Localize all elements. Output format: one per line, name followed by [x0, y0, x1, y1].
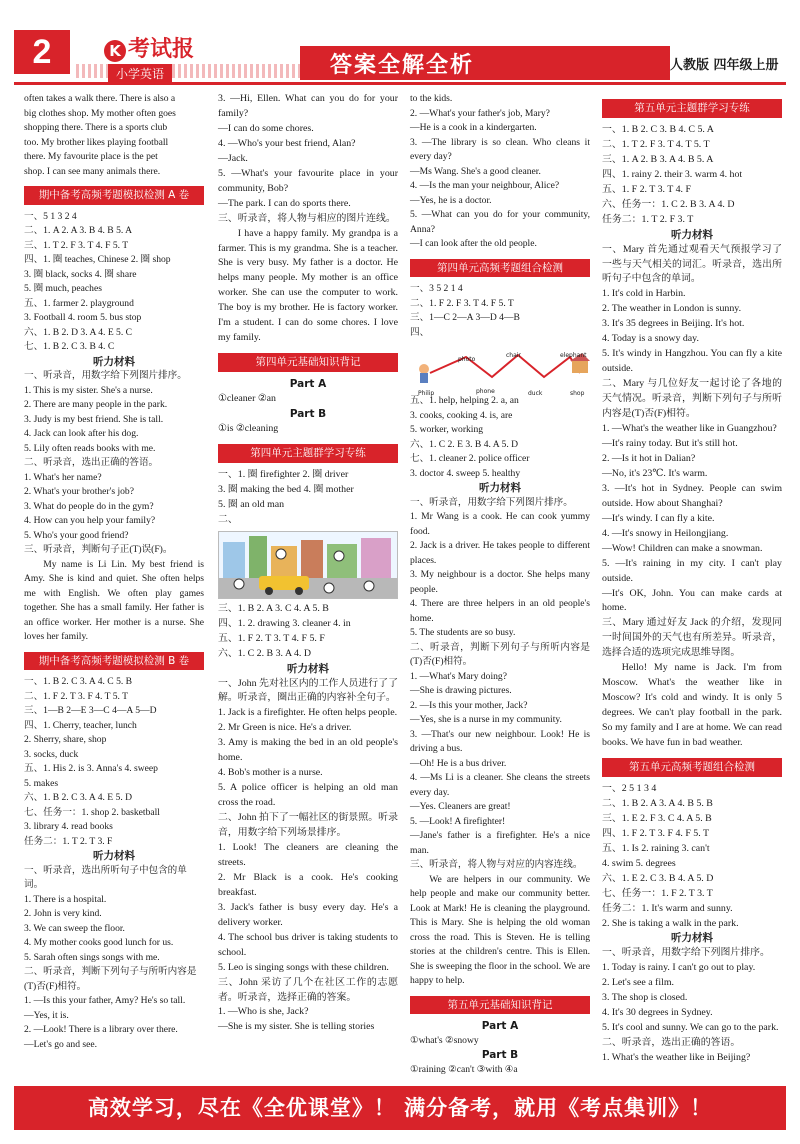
answer-line: 四、1. Cherry, teacher, lunch: [24, 719, 137, 731]
listening-line: 5. Lily often reads books with me.: [24, 442, 156, 454]
passage-line: too. My brother likes playing football: [24, 136, 169, 148]
answer-line: 一、3 5 2 1 4: [410, 283, 463, 294]
listening-line: 3. —That's our new neighbour. Look! He is driving a bus.: [410, 728, 593, 754]
listening-line: 2. The weather in London is sunny.: [602, 303, 742, 315]
answer-line: 三、1. E 2. F 3. C 4. A 5. B: [602, 812, 712, 824]
listening-line: 5. It's windy in Hangzhou. You can fly a kite outside.: [602, 348, 785, 375]
listening-line: 1. What's her name?: [24, 471, 102, 483]
listening-line: 4. It's 30 degrees in Sydney.: [602, 1007, 713, 1019]
listening-line: 1. Look! The cleaners are cleaning the streets.: [218, 841, 401, 868]
answer-line: 四、1. 圈 teaches, Chinese 2. 圈 shop: [24, 254, 171, 265]
answer-line: 七、任务一：1. shop 2. basketball: [24, 806, 160, 818]
listening-line: —She is drawing pictures.: [410, 685, 512, 696]
listening-line: 二、听录音，判断下列句子与所听内容是(T)否(F)相符。: [24, 966, 197, 992]
answer-line: 七、任务一：1. F 2. T 3. T: [602, 887, 713, 899]
listening-line: 4. —It's snowy in Heilongjiang.: [602, 527, 729, 539]
dialog-line: 三、听录音，将人物与相应的图片连线。: [218, 212, 396, 224]
path-label: phone: [476, 388, 495, 395]
dialog-line: 3. —Hi, Ellen. What can you do for your family?: [218, 93, 401, 119]
listening-line: 2. Jack is a driver. He takes people to different places.: [410, 540, 593, 566]
answer-line: 三、1—C 2—A 3—D 4—B: [410, 312, 520, 323]
dialog-line: —The park. I can do sports there.: [218, 197, 351, 209]
answer-line: 3. 圈 black, socks 4. 圈 share: [24, 268, 137, 280]
path-label: shop: [570, 390, 585, 397]
listening-line: 4. How can you help your family?: [24, 515, 156, 526]
dialog-line: 5. —What can you do for your community, Anna?: [410, 209, 592, 235]
listening-line: 2. What's your brother's job?: [24, 486, 134, 497]
path-label: chair: [506, 352, 521, 359]
listening-line: 4. —Ms Li is a cleaner. She cleans the streets every day.: [410, 772, 593, 798]
column-3: [410, 92, 593, 1077]
answer-line: 六、1. E 2. C 3. B 4. A 5. D: [602, 872, 714, 884]
listening-line: —Yes. Cleaners are great!: [410, 801, 511, 812]
answer-line: 4. swim 5. degrees: [602, 857, 676, 869]
listening-line: —Wow! Children can make a snowman.: [602, 542, 763, 554]
listening-line: —Oh! He is a bus driver.: [410, 757, 507, 769]
answer-line: 5. 圈 much, peaches: [24, 283, 102, 294]
dialog-line: —Jack.: [218, 152, 248, 164]
listening-line: 一、听录音，用数字给下列图片排序。: [602, 947, 770, 959]
header-divider: [14, 82, 786, 85]
section-heading: 第五单元基础知识背记: [410, 996, 590, 1015]
subheading: 听力材料: [671, 228, 713, 241]
answer-line: 任务二：1. T 2. F 3. T: [602, 213, 694, 225]
answer-line: 六、1. C 2. B 3. A 4. D: [218, 647, 312, 659]
dialog-line: —I can look after the old people.: [410, 238, 537, 249]
answer-line: 2. She is taking a walk in the park.: [602, 917, 739, 929]
answer-line: 一、1. 圈 firefighter 2. 圈 driver: [218, 468, 349, 480]
logo-text: 考试报: [128, 37, 195, 62]
listening-line: 4. Jack can look after his dog.: [24, 428, 139, 439]
listening-line: 5. Sarah often sings songs with me.: [24, 951, 160, 963]
dialog-line: 2. —Look! There is a library over there.: [24, 1024, 178, 1035]
subheading: Part B: [481, 1049, 519, 1061]
section-heading: 第四单元主题群学习专练: [218, 444, 398, 463]
answer-line: ①cleaner ②an: [218, 393, 276, 405]
listening-line: 一、听录音，用数字给下列图片排序。: [410, 496, 573, 508]
listening-line: —It's OK, John. You can make cards at home.: [602, 587, 785, 614]
answer-line: 七、1. cleaner 2. police officer: [410, 453, 530, 464]
subheading: Part B: [289, 408, 327, 421]
answer-line: ①is ②cleaning: [218, 423, 279, 435]
column-1: [24, 92, 204, 1052]
answer-line: 五、1. farmer 2. playground: [24, 297, 134, 309]
listening-line: 1. It's cold in Harbin.: [602, 288, 686, 300]
listening-line: 3. The shop is closed.: [602, 992, 688, 1004]
listening-line: 一、听录音，选出所听句子中包含的单词。: [24, 864, 187, 890]
path-label: photo: [458, 356, 476, 363]
answer-line: 3. Football 4. room 5. bus stop: [24, 312, 142, 323]
listening-line: 3. It's 35 degrees in Beijing. It's hot.: [602, 318, 745, 330]
page-title: 答案全解全析: [330, 53, 475, 78]
dialog-line: —Let's go and see.: [24, 1038, 98, 1050]
listening-line: 4. Today is a snowy day.: [602, 333, 699, 345]
answer-line: 四、1. rainy 2. their 3. warm 4. hot: [602, 168, 743, 180]
page-header: [0, 0, 800, 86]
listening-line: 3. We can sweep the floor.: [24, 922, 125, 934]
listening-line: —No, it's 23℃. It's warm.: [602, 467, 708, 479]
passage-text: My name is Li Lin. My best friend is Amy. She is kind and quiet. She often helps me with English. We often play games together. She has a small family. Her father is an office worker. Her mother is a nurse. She loves her family.: [24, 558, 204, 642]
subheading: Part A: [481, 1020, 519, 1032]
listening-line: 一、听录音，用数字给下列图片排序。: [24, 370, 187, 381]
answer-line: 六、1. B 2. D 3. A 4. E 5. C: [24, 326, 133, 338]
column-4: [602, 92, 785, 1066]
answer-line: 5. 圈 an old man: [218, 498, 285, 510]
answer-line: 3. cooks, cooking 4. is, are: [410, 409, 513, 421]
dialog-line: —I can do some chores.: [218, 122, 314, 134]
answer-line: 五、1. F 2. T 3. T 4. F: [602, 183, 691, 195]
listening-line: 二、Mary 与几位好友一起讨论了各地的天气情况。听录音，判断下列句子与所听内容是(T)否(F)相符。: [602, 378, 782, 420]
footer-banner: 高效学习，尽在《全优课堂》！ 满分备考，就用《考点集训》！: [14, 1086, 786, 1130]
answer-line: 五、1. His 2. is 3. Anna's 4. sweep: [24, 763, 158, 774]
answer-line: 六、任务一：1. C 2. B 3. A 4. D: [602, 198, 735, 210]
listening-line: 一、Mary 首先通过观看天气预报学习了一些与天气相关的词汇。听录音，选出所听句子中包含的单词。: [602, 243, 782, 285]
answer-line: ①raining ②can't ③with ④a: [410, 1063, 518, 1075]
listening-line: 5. —It's raining in my city. I can't play outside.: [602, 557, 785, 584]
listening-line: 1. —Who is she, Jack?: [218, 1006, 309, 1018]
passage-line: shopping there. There is a sports club: [24, 122, 168, 133]
street-scene-image: [219, 532, 397, 598]
section-heading: 第五单元高频考题组合检测: [602, 758, 782, 777]
answer-line: 五、1. help, helping 2. a, an: [410, 395, 519, 406]
dialog-line: to the kids.: [410, 93, 453, 104]
path-label: duck: [528, 390, 543, 397]
listening-line: 1. Jack is a firefighter. He often helps people.: [218, 707, 398, 719]
listening-line: 3. What do people do in the gym?: [24, 500, 154, 512]
listening-line: 二、听录音，选出正确的答语。: [602, 1037, 741, 1049]
answer-line: 任务二：1. It's warm and sunny.: [602, 902, 733, 914]
listening-line: 4. Bob's mother is a nurse.: [218, 767, 323, 779]
street-scene-illustration: [218, 531, 398, 599]
listening-line: 3. Amy is making the bed in an old people's home.: [218, 737, 401, 764]
listening-line: —Yes, she is a nurse in my community.: [410, 714, 562, 725]
answer-line: 六、1. B 2. C 3. A 4. E 5. D: [24, 792, 133, 803]
listening-line: 1. Today is rainy. I can't go out to play.: [602, 962, 756, 974]
subheading: 听力材料: [287, 662, 329, 675]
listening-line: 2. There are many people in the park.: [24, 399, 168, 410]
path-label: Philip: [418, 390, 435, 397]
listening-line: 三、听录音，将人物与对应的内容连线。: [410, 859, 583, 870]
answer-line: 二、1. T 2. F 3. T 4. T 5. T: [602, 138, 710, 150]
listening-line: —Jane's father is a firefighter. He's a nice man.: [410, 830, 593, 856]
answer-line: 3. socks, duck: [24, 748, 79, 760]
listening-line: 2. Let's see a film.: [602, 977, 674, 989]
passage-text: We are helpers in our community. We help people and make our community better. Look at Mark! He is cleaning the playground. This is Mary. She is helping the old woman cross the road. This is Steven. He is telling stories at the children's centre. This is Ellen. She is sweeping the floor in the school. We are happy to help.: [410, 873, 590, 986]
listening-line: 一、John 先对社区内的工作人员进行了了解。听录音，圈出正确的内容补全句子。: [218, 677, 398, 704]
listening-line: 3. Judy is my best friend. She is tall.: [24, 413, 164, 425]
dialog-line: —Yes, it is.: [24, 1009, 69, 1021]
section-heading: 第五单元主题群学习专练: [602, 99, 782, 118]
listening-line: 2. John is very kind.: [24, 908, 102, 919]
listening-line: 2. —Is it hot in Dalian?: [602, 452, 696, 464]
answer-line: 二、: [218, 513, 238, 525]
subheading: Part A: [289, 378, 327, 391]
dialog-line: 1. —Is this your father, Amy? He's so tall.: [24, 995, 186, 1006]
listening-line: 1. This is my sister. She's a nurse.: [24, 384, 153, 396]
answer-line: 三、1. B 2. A 3. C 4. A 5. B: [218, 602, 329, 614]
answer-line: 七、1. B 2. C 3. B 4. C: [24, 341, 115, 352]
answer-line: 3. 圈 making the bed 4. 圈 mother: [218, 483, 354, 495]
listening-line: 二、John 拍下了一幅社区的街景照。听录音，用数字给下列场景排序。: [218, 812, 398, 839]
answer-line: 二、1. F 2. T 3. F 4. T 5. T: [24, 690, 128, 702]
subheading: 听力材料: [479, 482, 521, 494]
edition-label: 人教版 四年级上册: [670, 58, 779, 73]
subheading: 听力材料: [93, 850, 135, 862]
answer-line: 一、5 1 3 2 4: [24, 210, 77, 222]
listening-line: —She is my sister. She is telling stories: [218, 1021, 375, 1033]
section-heading: 第四单元基础知识背记: [218, 353, 398, 372]
dialog-line: —He is a cook in a kindergarten.: [410, 122, 537, 133]
answer-line: 二、1. F 2. F 3. T 4. F 5. T: [410, 297, 514, 309]
listening-line: 三、Mary 通过好友 Jack 的介绍，发现同一时间国外的天气也有所差异。听录音，选择合适的选项完成思维导图。: [602, 617, 782, 659]
listening-line: 4. The school bus driver is taking students to school.: [218, 931, 401, 958]
answer-line: 5. worker, working: [410, 424, 484, 435]
answer-line: ①what's ②snowy: [410, 1034, 479, 1046]
answer-line: 五、1. Is 2. raining 3. can't: [602, 842, 710, 854]
listening-line: 1. There is a hospital.: [24, 893, 107, 905]
listening-line: 5. Who's your good friend?: [24, 529, 129, 541]
answer-line: 3. library 4. read books: [24, 821, 113, 832]
listening-line: 3. My neighbour is a doctor. She helps many people.: [410, 569, 593, 595]
passage-line: there. My favourite place is the pet: [24, 151, 158, 162]
listening-line: —It's windy. I can fly a kite.: [602, 512, 715, 524]
listening-line: 二、听录音，判断下列句子与所听内容是(T)否(F)相符。: [410, 641, 590, 667]
listening-line: 5. —Look! A firefighter!: [410, 815, 506, 827]
answer-line: 一、1. B 2. C 3. A 4. C 5. B: [24, 676, 133, 687]
answer-line: 一、1. B 2. C 3. B 4. C 5. A: [602, 123, 714, 135]
listening-line: —It's rainy today. But it's still hot.: [602, 437, 738, 449]
subject-label: 小学英语: [108, 64, 172, 83]
answer-line: 3. doctor 4. sweep 5. healthy: [410, 467, 521, 479]
listening-line: 二、听录音，选出正确的答语。: [24, 457, 159, 468]
answer-line: 三、1—B 2—E 3—C 4—A 5—D: [24, 705, 157, 716]
listening-line: 2. Mr Black is a cook. He's cooking breakfast.: [218, 871, 401, 898]
listening-line: 1. What's the weather like in Beijing?: [602, 1052, 751, 1064]
listening-line: 3. —It's hot in Sydney. People can swim outside. How about Shanghai?: [602, 482, 785, 509]
subheading: 听力材料: [93, 355, 135, 368]
listening-line: 5. It's cool and sunny. We can go to the park.: [602, 1022, 779, 1034]
answer-line: 五、1. F 2. T 3. T 4. F 5. F: [218, 632, 325, 644]
phonics-path-illustration: [410, 343, 590, 397]
answer-line: 四、1. 2. drawing 3. cleaner 4. in: [218, 617, 351, 629]
dialog-line: —Ms Wang. She's a good cleaner.: [410, 165, 541, 177]
listening-line: 3. Jack's father is busy every day. He's a delivery worker.: [218, 901, 401, 928]
section-heading: 第四单元高频考题组合检测: [410, 259, 590, 278]
dialog-line: 4. —Who's your best friend, Alan?: [218, 137, 356, 149]
listening-line: 2. —Is this your mother, Jack?: [410, 699, 528, 711]
listening-line: 4. There are three helpers in an old people's home.: [410, 598, 593, 624]
path-label: elephant: [560, 352, 587, 359]
answer-line: 三、1. T 2. F 3. T 4. F 5. T: [24, 239, 129, 251]
listening-line: 4. My mother cooks good lunch for us.: [24, 937, 174, 948]
listening-line: 三、听录音，判断句子正(T)误(F)。: [24, 544, 173, 555]
dialog-line: 2. —What's your father's job, Mary?: [410, 107, 550, 119]
section-heading: 期中备考高频考题模拟检测 A 卷: [24, 186, 204, 205]
answer-line: 2. Sherry, share, shop: [24, 734, 107, 745]
passage-text: I have a happy family. My grandpa is a farmer. This is my grandma. She is a teacher. She is very busy. My father is a doctor. He helps many people. My mother is an office worker. She can use the computer to work. The boy is my brother. He is factory worker. I'm a student. I can do some chores. I love my family.: [218, 227, 398, 344]
dialog-line: —Yes, he is a doctor.: [410, 194, 492, 206]
logo-icon: K: [104, 40, 126, 62]
listening-line: 三、John 采访了几个在社区工作的志愿者。听录音，选择正确的答案。: [218, 976, 398, 1003]
answer-line: 三、1. A 2. B 3. A 4. B 5. A: [602, 153, 714, 165]
listening-line: 1. Mr Wang is a cook. He can cook yummy food.: [410, 511, 593, 537]
passage-text: Hello! My name is Jack. I'm from Moscow. What's the weather like in Moscow? It's cold and windy. It is only 5 degrees. We can't play football in the park. So my family and I are at home. We can read books. We have fun in bad weather.: [602, 662, 782, 749]
answer-line: 二、1. B 2. A 3. A 4. B 5. B: [602, 797, 713, 809]
listening-line: 5. The students are so busy.: [410, 627, 516, 638]
column-2: [218, 92, 401, 1035]
answer-line: 二、1. A 2. A 3. B 4. B 5. A: [24, 225, 133, 236]
listening-line: 5. Leo is singing songs with these children.: [218, 961, 389, 973]
passage-line: shop. I can see many animals there.: [24, 165, 161, 177]
listening-line: 2. Mr Green is nice. He's a driver.: [218, 722, 352, 734]
answer-line: 四、1. F 2. T 3. F 4. F 5. T: [602, 827, 710, 839]
answer-line: 任务二：1. T 2. T 3. F: [24, 835, 113, 847]
passage-line: big clothes shop. My mother often goes: [24, 107, 176, 119]
answer-line: 5. makes: [24, 777, 59, 789]
passage-line: often takes a walk there. There is also a: [24, 93, 176, 104]
answer-line: 一、2 5 1 3 4: [602, 782, 657, 794]
page-number: 2: [14, 30, 70, 74]
listening-line: 1. —What's Mary doing?: [410, 670, 507, 682]
subheading: 听力材料: [671, 932, 713, 945]
dialog-line: 3. —The library is so clean. Who cleans it every day?: [410, 136, 593, 162]
newspaper-logo: [104, 32, 194, 63]
section-heading: 期中备考高频考题模拟检测 B 卷: [24, 652, 204, 671]
answer-line: 四、: [410, 326, 430, 338]
listening-line: 5. A police officer is helping an old man cross the road.: [218, 782, 401, 809]
dialog-line: 4. —Is the man your neighbour, Alice?: [410, 180, 560, 191]
dialog-line: 5. —What's your favourite place in your community, Bob?: [218, 167, 401, 194]
answer-line: 六、1. C 2. E 3. B 4. A 5. D: [410, 438, 519, 450]
listening-line: 1. —What's the weather like in Guangzhou?: [602, 423, 777, 435]
